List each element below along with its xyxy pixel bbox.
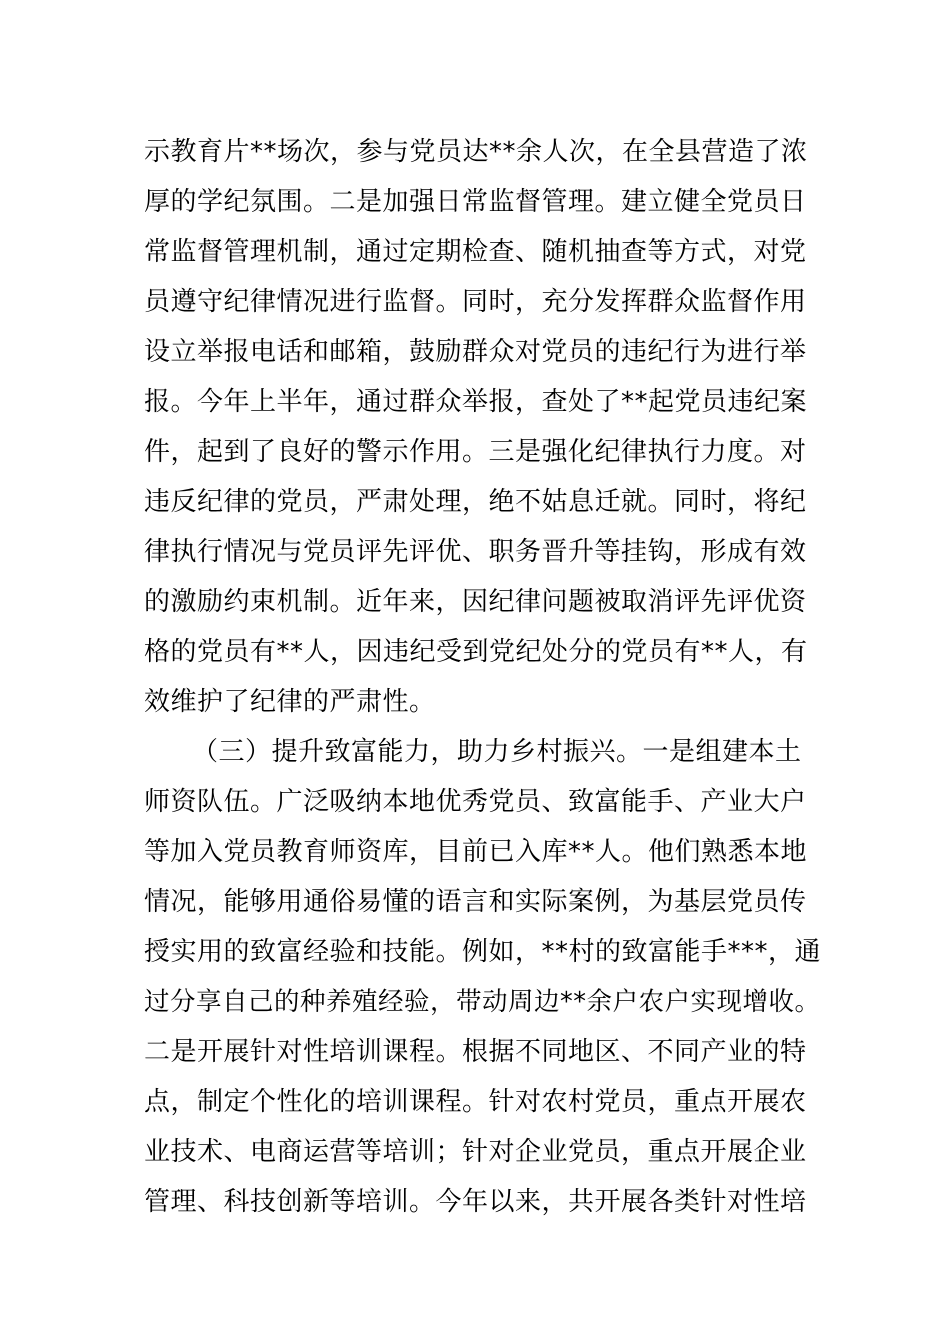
text-line: 示教育片**场次，参与党员达**余人次，在全县营造了浓 bbox=[144, 137, 808, 167]
document-body bbox=[144, 127, 824, 1227]
text-line: 师资队伍。广泛吸纳本地优秀党员、致富能手、产业大户 bbox=[144, 787, 807, 817]
text-line: 管理、科技创新等培训。今年以来，共开展各类针对性培 bbox=[144, 1187, 807, 1217]
text-line: 员遵守纪律情况进行监督。同时，充分发挥群众监督作用 bbox=[144, 287, 807, 317]
text-line: 律执行情况与党员评先评优、职务晋升等挂钩，形成有效 bbox=[144, 537, 807, 567]
text-line: 点，制定个性化的培训课程。针对农村党员，重点开展农 bbox=[144, 1087, 807, 1117]
text-line: 常监督管理机制，通过定期检查、随机抽查等方式，对党 bbox=[144, 237, 807, 267]
text-line: 报。今年上半年，通过群众举报，查处了**起党员违纪案 bbox=[144, 387, 808, 417]
text-line: 的激励约束机制。近年来，因纪律问题被取消评先评优资 bbox=[144, 587, 807, 617]
text-line: 情况，能够用通俗易懂的语言和实际案例，为基层党员传 bbox=[144, 887, 807, 917]
text-line: 业技术、电商运营等培训；针对企业党员，重点开展企业 bbox=[144, 1137, 807, 1167]
text-line: 过分享自己的种养殖经验，带动周边**余户农户实现增收。 bbox=[144, 987, 821, 1017]
text-line: 格的党员有**人，因违纪受到党纪处分的党员有**人，有 bbox=[144, 637, 808, 667]
text-line: 件，起到了良好的警示作用。三是强化纪律执行力度。对 bbox=[144, 437, 807, 467]
text-line: 等加入党员教育师资库，目前已入库**人。他们熟悉本地 bbox=[144, 837, 808, 867]
text-line: 设立举报电话和邮箱，鼓励群众对党员的违纪行为进行举 bbox=[144, 337, 807, 367]
text-line: 授实用的致富经验和技能。例如，**村的致富能手***，通 bbox=[144, 937, 822, 967]
text-line: 二是开展针对性培训课程。根据不同地区、不同产业的特 bbox=[144, 1037, 807, 1067]
section-heading-line: （三）提升致富能力，助力乡村振兴。一是组建本土 bbox=[192, 737, 802, 767]
text-line: 效维护了纪律的严肃性。 bbox=[144, 687, 436, 717]
text-line: 违反纪律的党员，严肃处理，绝不姑息迁就。同时，将纪 bbox=[144, 487, 807, 517]
text-line: 厚的学纪氛围。二是加强日常监督管理。建立健全党员日 bbox=[144, 187, 807, 217]
